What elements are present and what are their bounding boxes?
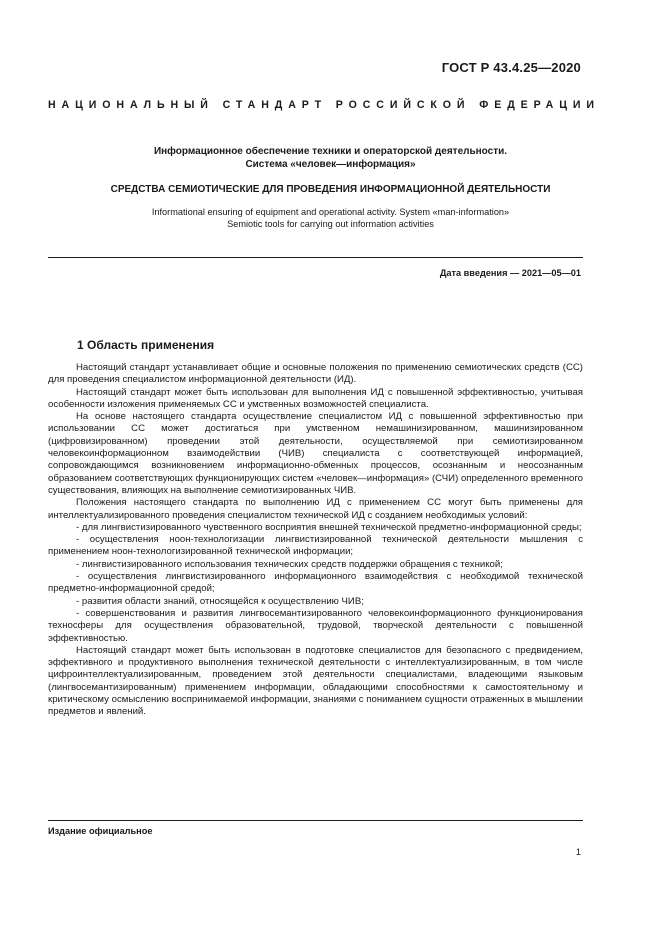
edition-label: Издание официальное [48,826,153,836]
list-item: - осуществления ноон-технологизации лингвистизированной технической деятельности мышления с применением ноон-технологизированной технической информации; [48,534,583,558]
footer-divider [48,820,583,821]
section-title: 1 Область применения [77,338,215,352]
standard-code: ГОСТ Р 43.4.25—2020 [441,60,581,75]
ru-title-line2: Система «человек—информация» [245,159,416,170]
paragraph: Настоящий стандарт может быть использован для выполнения ИД с повышенной эффективностью, учитывая особенности изложения применяемых СС и умственных возможностей специалиста. [48,386,583,410]
section-body [48,362,583,719]
list-item: - для лингвистизированного чувственного восприятия внешней технической предметно-информационной среды; [76,521,582,533]
national-standard-heading: НАЦИОНАЛЬНЫЙ СТАНДАРТ РОССИЙСКОЙ ФЕДЕРАЦИИ [48,99,600,111]
paragraph: На основе настоящего стандарта осуществление специалистом ИД с повышенной эффективностью при использовании СС может достигаться при умственном немашинизированном, машинизированном (цифровизированном) проведении этой деятельности, осуществляемой при семиотизированном человекоинформационном взаимодействии (ЧИВ) специалиста с соответствующей информацией, сопровождающимся возникновением информационно-обменных процессов, осознанным и неосознанным образованием соответствующих функционирующих систем «человек—информация» (СЧИ) определенного временного существования, влияющих на выполнение семиотизированных ЧИВ. [48,411,583,496]
paragraph: Настоящий стандарт устанавливает общие и основные положения по применению семиотических средств (СС) для проведения специалистом информационной деятельности (ИД). [48,362,583,386]
paragraph: Положения настоящего стандарта по выполнению ИД с применением СС могут быть применены для интеллектуализированного проведения специалистом технической ИД с созданием необходимых условий: [48,497,583,521]
list-item: - совершенствования и развития лингвосемантизированного человекоинформационного функционирования техносферы для осуществления образовательной, трудовой, творческой деятельности с повышенной эффективностью. [48,607,583,644]
title-divider [48,257,583,258]
list-item: - развития области знаний, относящейся к осуществлению ЧИВ; [76,595,364,607]
list-item: - осуществления лингвистизированного информационного взаимодействия с необходимой технической предметно-информационной средой; [48,571,583,595]
en-title-line1: Informational ensuring of equipment and operational activity. System «man-information» [151,207,510,217]
list-item: - лингвистизированного использования технических средств поддержки обращения с техникой; [76,558,503,570]
paragraph: Настоящий стандарт может быть использован в подготовке специалистов для безопасного с предвидением, эффективного и продуктивного выполнения технической деятельности с интеллектуализированным, в том числе цифроинтеллектуализированным, проведением этой деятельности специалистами, владеющими языковым (лингвосемантизированным) применением информации, обладающими способностями к самостоятельному и критическому осмыслению воспринимаемой информации, знаниями с пониманием сущности отраженных в мышлении предметов и явлений. [48,644,583,718]
title-block [60,145,601,230]
date-of-introduction: Дата введения — 2021—05—01 [439,268,581,278]
en-title-line2: Semiotic tools for carrying out information activities [227,219,434,229]
page-number: 1 [575,847,581,857]
ru-main-title: СРЕДСТВА СЕМИОТИЧЕСКИЕ ДЛЯ ПРОВЕДЕНИЯ ИНФОРМАЦИОННОЙ ДЕЯТЕЛЬНОСТИ [110,184,551,195]
ru-title-line1: Информационное обеспечение техники и операторской деятельности. [153,146,508,157]
